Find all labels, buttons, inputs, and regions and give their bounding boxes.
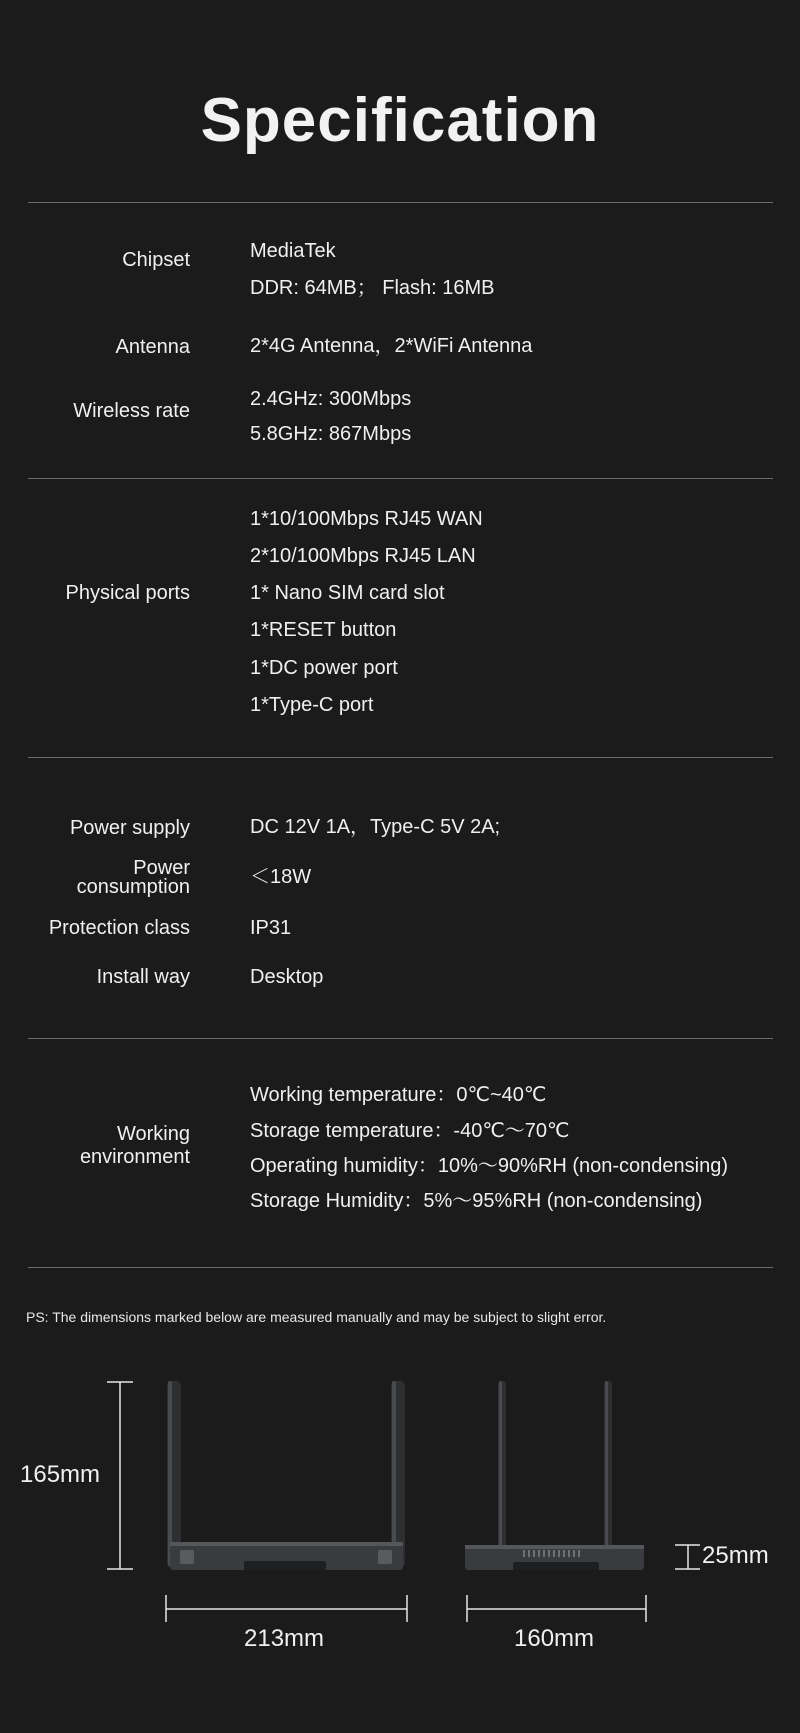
spec-value-port: 1*DC power port [250, 657, 398, 679]
spec-label-working-environment-line2: environment [79, 1146, 190, 1168]
spec-value-power-consumption: ＜18W [250, 866, 312, 888]
spec-label-working-environment-line1: Working [117, 1123, 190, 1145]
spec-value-wireless-2g: 2.4GHz: 300Mbps [250, 388, 412, 410]
spec-value-antenna: 2*4G Antenna，2*WiFi Antenna [250, 335, 533, 357]
spec-value-environment: Operating humidity：10%～90%RH (non-condensing) [250, 1155, 729, 1177]
spec-value-wireless-5g: 5.8GHz: 867Mbps [250, 423, 412, 445]
spec-label-install-way: Install way [96, 966, 190, 988]
spec-value-install-way: Desktop [250, 966, 324, 988]
spec-label-antenna: Antenna [115, 336, 190, 358]
router-front-view [167, 1381, 405, 1570]
spec-value-memory: DDR: 64MB； Flash: 16MB [250, 277, 495, 299]
spec-value-environment: Storage temperature：-40℃～70℃ [250, 1120, 570, 1142]
spec-label-wireless-rate: Wireless rate [73, 400, 190, 422]
page-title: Specification [200, 86, 600, 155]
spec-value-port: 1* Nano SIM card slot [250, 582, 445, 604]
spec-value-port: 1*Type-C port [250, 694, 374, 716]
dimension-side-height: 25mm [702, 1542, 769, 1569]
spec-value-port: 1*10/100Mbps RJ45 WAN [250, 508, 483, 530]
spec-label-power-supply: Power supply [69, 817, 190, 839]
spec-label-power-consumption-line2: consumption [76, 876, 190, 898]
spec-label-power-consumption-line1: Power [133, 857, 190, 879]
dimensions-note: PS: The dimensions marked below are measured manually and may be subject to slight error. [26, 1309, 607, 1325]
router-side-view [465, 1381, 644, 1570]
spec-label-protection-class: Protection class [48, 917, 190, 939]
spec-label-physical-ports: Physical ports [65, 582, 190, 604]
spec-value-protection-class: IP31 [250, 917, 292, 939]
spec-value-environment: Storage Humidity：5%～95%RH (non-condensing) [250, 1190, 703, 1212]
spec-value-environment: Working temperature：0℃~40℃ [250, 1084, 547, 1106]
dimension-height: 165mm [20, 1461, 101, 1488]
spec-value-power-supply: DC 12V 1A，Type-C 5V 2A; [250, 816, 501, 838]
dimension-side-depth: 160mm [514, 1625, 595, 1652]
spec-label-chipset: Chipset [122, 249, 190, 271]
dimension-front-width: 213mm [244, 1625, 325, 1652]
spec-value-port: 1*RESET button [250, 619, 397, 641]
spec-value-chipset: MediaTek [250, 240, 336, 262]
spec-value-port: 2*10/100Mbps RJ45 LAN [250, 545, 476, 567]
